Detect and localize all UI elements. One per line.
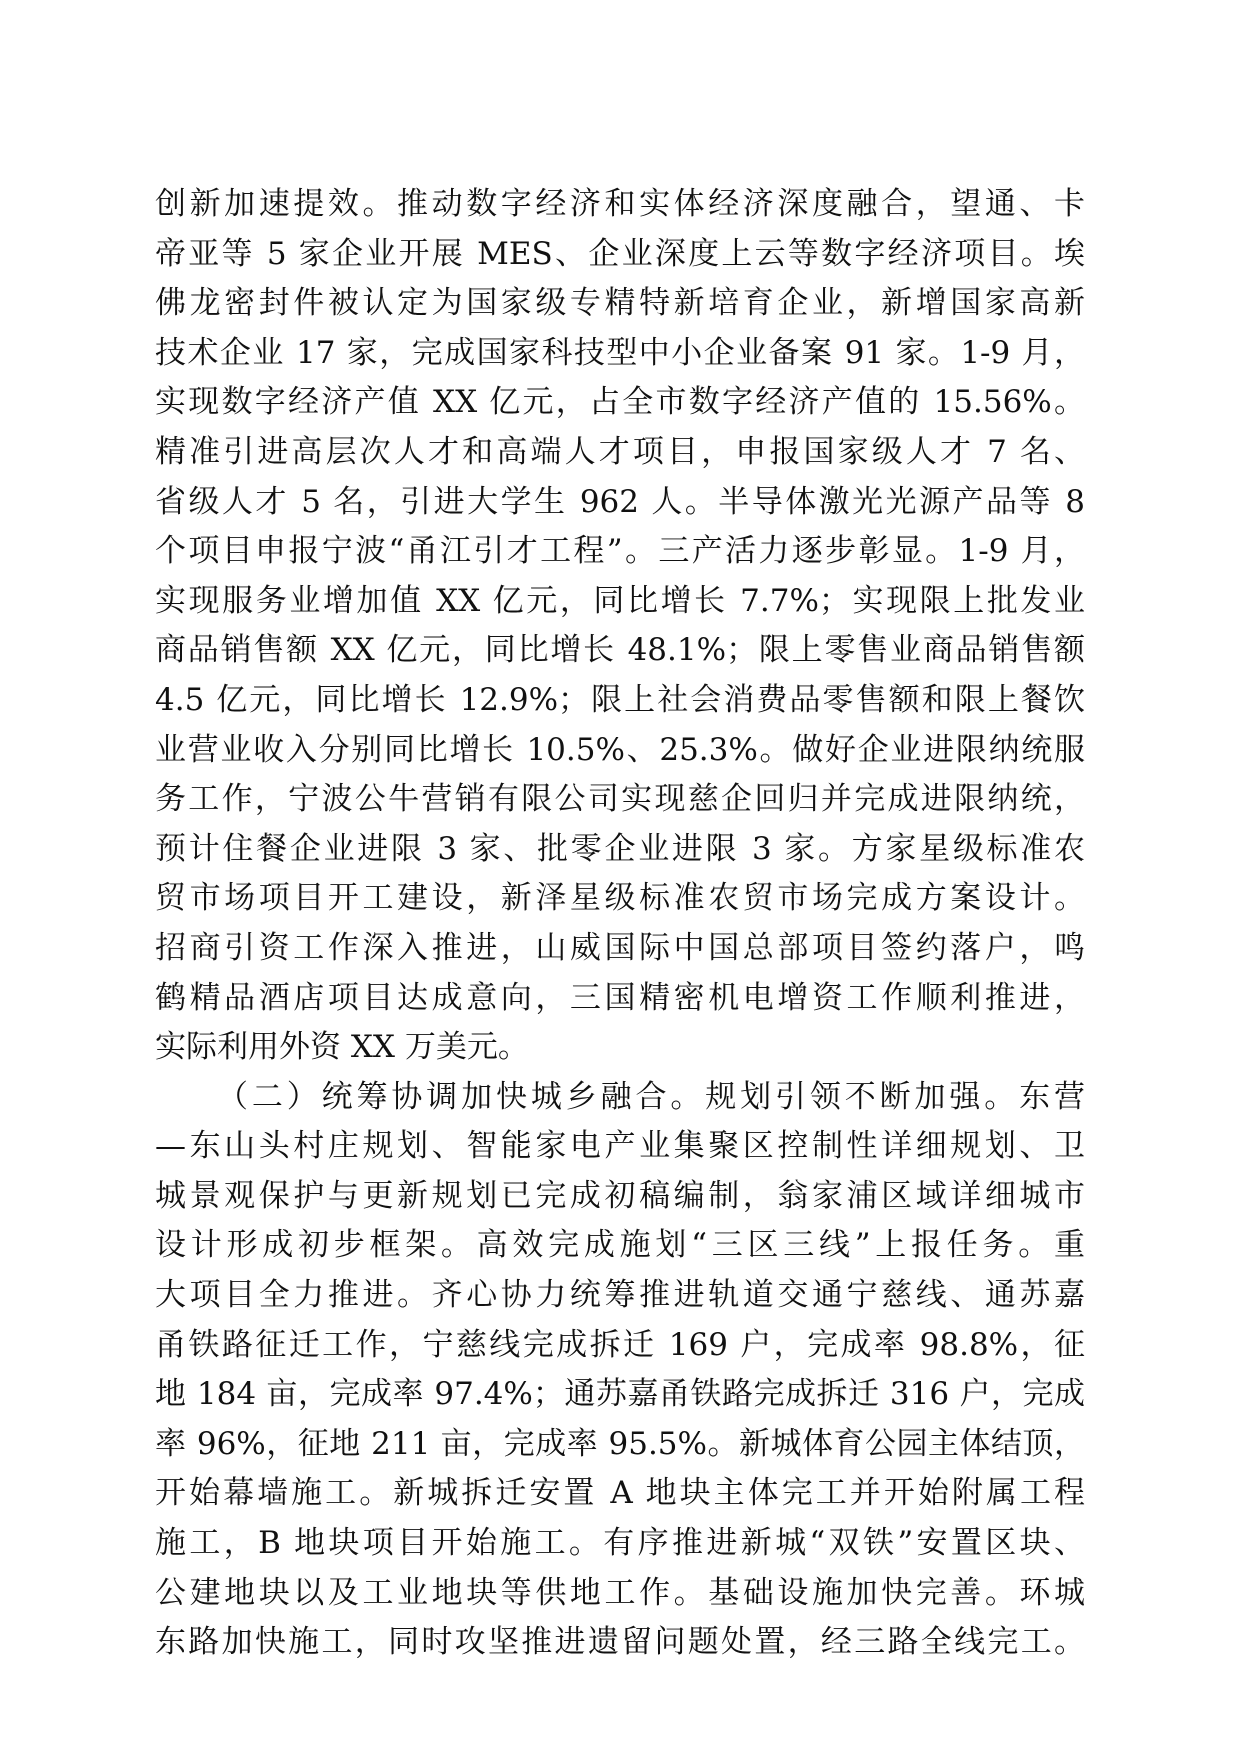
text-line-4: 技术企业 17 家，完成国家科技型中小企业备案 91 家。1-9 月， — [155, 334, 1085, 371]
text-line-12: 业营业收入分别同比增长 10.5%、25.3%。做好企业进限纳统服 — [155, 731, 1085, 768]
text-line-1: 创新加速提效。推动数字经济和实体经济深度融合，望通、卡 — [155, 186, 1085, 222]
text-line-10: 商品销售额 XX 亿元，同比增长 48.1%；限上零售业商品销售额 — [155, 632, 1085, 669]
text-line-5: 实现数字经济产值 XX 亿元，占全市数字经济产值的 15.56%。 — [155, 384, 1085, 421]
text-line-9: 实现服务业增加值 XX 亿元，同比增长 7.7%；实现限上批发业 — [155, 582, 1085, 619]
text-line-2: 帝亚等 5 家企业开展 MES、企业深度上云等数字经济项目。埃 — [155, 235, 1085, 272]
text-line-25: 地 184 亩，完成率 97.4%；通苏嘉甬铁路完成拆迁 316 户，完成 — [155, 1376, 1085, 1413]
text-line-22: 设计形成初步框架。高效完成施划“三区三线”上报任务。重 — [155, 1227, 1085, 1264]
text-line-7: 省级人才 5 名，引进大学生 962 人。半导体激光光源产品等 8 — [155, 483, 1085, 520]
text-line-15: 贸市场项目开工建设，新泽星级标准农贸市场完成方案设计。 — [155, 880, 1085, 917]
text-line-20: —东山头村庄规划、智能家电产业集聚区控制性详细规划、卫 — [155, 1128, 1085, 1165]
text-line-8: 个项目申报宁波“甬江引才工程”。三产活力逐步彰显。1-9 月， — [155, 533, 1085, 570]
text-line-6: 精准引进高层次人才和高端人才项目，申报国家级人才 7 名、 — [155, 433, 1085, 470]
text-line-30: 东路加快施工，同时攻坚推进遗留问题处置，经三路全线完工。 — [155, 1624, 1085, 1661]
text-line-3: 佛龙密封件被认定为国家级专精特新培育企业，新增国家高新 — [155, 285, 1085, 322]
text-line-21: 城景观保护与更新规划已完成初稿编制，翁家浦区域详细城市 — [155, 1177, 1085, 1214]
text-line-24: 甬铁路征迁工作，宁慈线完成拆迁 169 户，完成率 98.8%，征 — [155, 1326, 1085, 1363]
text-line-16: 招商引资工作深入推进，山威国际中国总部项目签约落户，鸣 — [155, 929, 1085, 966]
body-text — [155, 180, 1085, 1668]
text-line-28: 施工，B 地块项目开始施工。有序推进新城“双铁”安置区块、 — [155, 1525, 1085, 1562]
text-line-13: 务工作，宁波公牛营销有限公司实现慈企回归并完成进限纳统， — [155, 781, 1085, 818]
text-line-29: 公建地块以及工业地块等供地工作。基础设施加快完善。环城 — [155, 1574, 1085, 1611]
text-line-14: 预计住餐企业进限 3 家、批零企业进限 3 家。方家星级标准农 — [155, 830, 1085, 867]
section-heading-line: （二）统筹协调加快城乡融合。规划引领不断加强。东营 — [217, 1078, 1085, 1115]
text-line-18: 实际利用外资 XX 万美元。 — [155, 1029, 529, 1066]
text-line-27: 开始幕墙施工。新城拆迁安置 A 地块主体完工并开始附属工程 — [155, 1475, 1085, 1512]
text-line-17: 鹤精品酒店项目达成意向，三国精密机电增资工作顺利推进， — [155, 979, 1085, 1016]
text-line-26: 率 96%，征地 211 亩，完成率 95.5%。新城体育公园主体结顶， — [155, 1425, 1085, 1462]
text-line-23: 大项目全力推进。齐心协力统筹推进轨道交通宁慈线、通苏嘉 — [155, 1277, 1085, 1314]
text-line-11: 4.5 亿元，同比增长 12.9%；限上社会消费品零售额和限上餐饮 — [155, 681, 1085, 718]
